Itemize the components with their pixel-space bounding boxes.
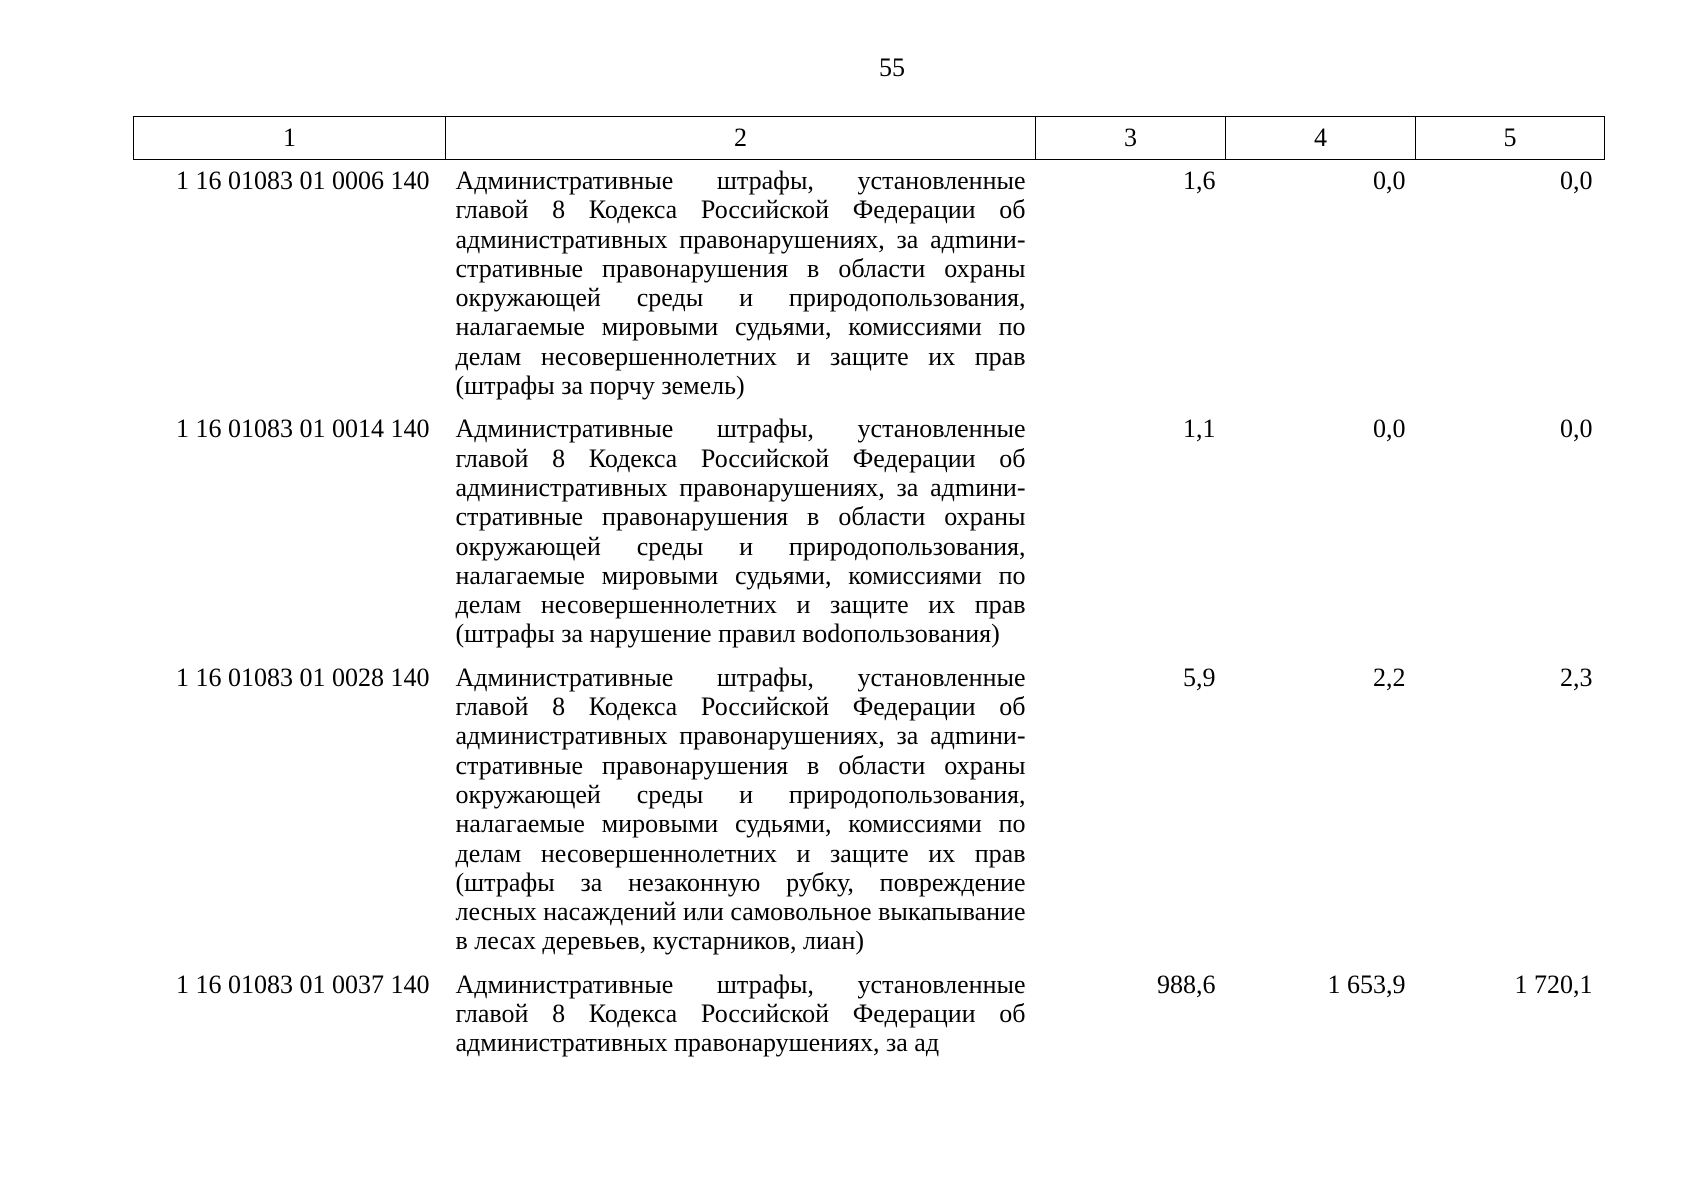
revenue-description: Административные штрафы, установленные главой 8 Кодекса Российской Федерации об административных правонарушениях, за адmинистративные правонарушения в области охраны окружающей среды и природопользования, налагаемые мировыми судьями, комиссиями по делам несовершеннолетних и защите их прав (штрафы за нарушение правил воdопользования) — [455, 414, 1026, 649]
value-column-5: 0,0 — [1560, 414, 1593, 444]
table-header — [134, 117, 1605, 160]
value-column-4: 0,0 — [1373, 414, 1406, 444]
value-column-5: 1 720,1 — [1514, 969, 1593, 999]
revenue-description: Административные штрафы, установленные главой 8 Кодекса Российской Федерации об административных правонарушениях, за адmинистративные правонарушения в области охраны окружающей среды и природопользования, налагаемые мировыми судьями, комиссиями по делам несовершеннолетних и защите их прав (штрафы за незаконную рубку, повреждение лесных насаждений или самовольное выкапывание в лесах деревьев, кустарников, лиан) — [455, 662, 1026, 956]
value-column-3: 1,1 — [1183, 414, 1216, 444]
table-row — [134, 657, 1605, 964]
column-header-1: 1 — [134, 117, 446, 160]
table-body — [134, 160, 1605, 1066]
header-row — [134, 117, 1605, 160]
table-row — [134, 408, 1605, 656]
revenue-description: Административные штрафы, установленные главой 8 Кодекса Российской Федерации об административных правонарушениях, за ад — [455, 969, 1026, 1058]
column-header-5: 5 — [1416, 117, 1605, 160]
column-header-4: 4 — [1226, 117, 1416, 160]
budget-code: 1 16 01083 01 0028 140 — [176, 662, 430, 692]
budget-code: 1 16 01083 01 0006 140 — [176, 166, 430, 195]
value-column-3: 988,6 — [1157, 969, 1216, 999]
column-header-3: 3 — [1036, 117, 1226, 160]
revenue-table — [133, 116, 1605, 1066]
table-row — [134, 964, 1605, 1066]
value-column-4: 2,2 — [1373, 662, 1406, 692]
value-column-4: 1 653,9 — [1327, 969, 1406, 999]
value-column-3: 5,9 — [1183, 662, 1216, 692]
revenue-description: Административные штрафы, установленные главой 8 Кодекса Российской Федерации об административных правонарушениях, за адmинистративные правонарушения в области охраны окружающей среды и природопользования, налагаемые мировыми судьями, комиссиями по делам несовершеннолетних и защите их прав (штрафы за порчу земель) — [455, 166, 1026, 401]
table-row — [134, 160, 1605, 409]
budget-code: 1 16 01083 01 0014 140 — [176, 414, 430, 444]
budget-code: 1 16 01083 01 0037 140 — [176, 969, 430, 999]
value-column-3: 1,6 — [1183, 166, 1216, 195]
value-column-5: 2,3 — [1560, 662, 1593, 692]
page-number: 55 — [879, 53, 905, 82]
value-column-5: 0,0 — [1560, 166, 1593, 195]
column-header-2: 2 — [446, 117, 1036, 160]
value-column-4: 0,0 — [1373, 166, 1406, 195]
